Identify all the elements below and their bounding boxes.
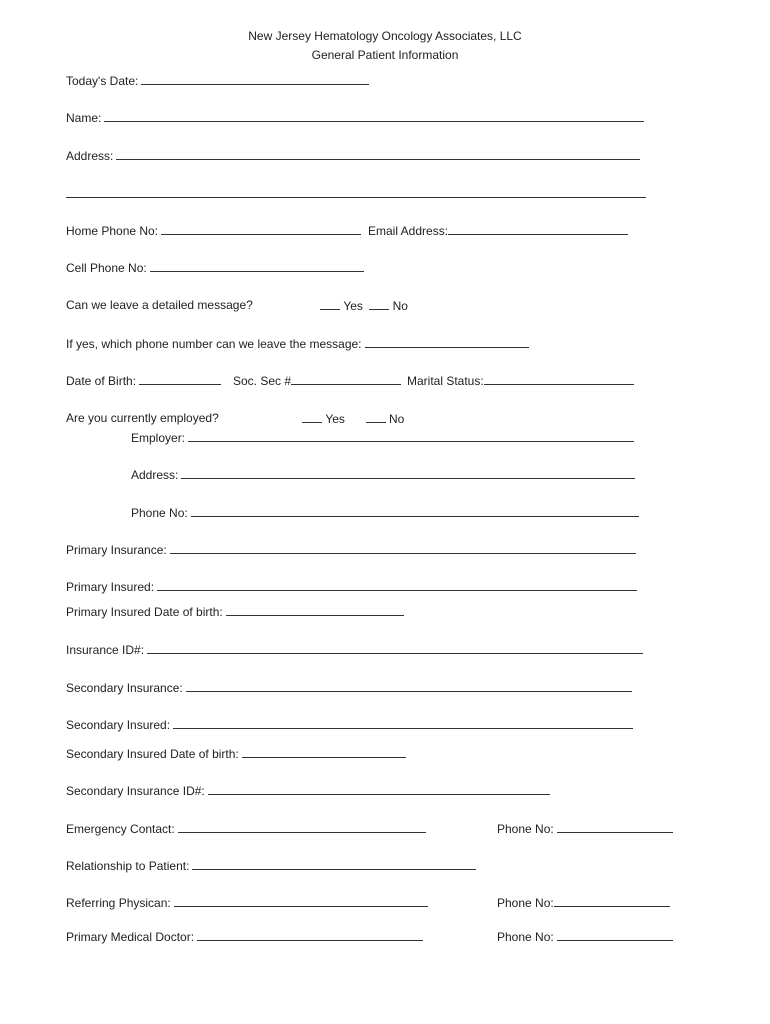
emergency-phone-label: Phone No: <box>497 822 554 836</box>
secondary-insurance-field[interactable] <box>186 679 632 692</box>
primary-doctor-row <box>66 928 423 945</box>
cell-phone-row <box>66 259 364 276</box>
detailed-message-yes-label: Yes <box>343 299 363 313</box>
address-line-2-field[interactable] <box>66 185 646 198</box>
email-field[interactable] <box>448 222 628 235</box>
primary-insurance-row <box>66 541 636 558</box>
dob-field[interactable] <box>139 372 221 385</box>
detailed-message-question: Can we leave a detailed message? <box>66 298 253 312</box>
employer-address-row <box>131 466 635 483</box>
relationship-field[interactable] <box>192 857 476 870</box>
emergency-phone-field[interactable] <box>557 820 673 833</box>
insurance-id-label: Insurance ID#: <box>66 643 145 657</box>
marital-field[interactable] <box>484 372 634 385</box>
address-row <box>66 147 640 164</box>
employer-row <box>131 429 634 446</box>
primary-insured-dob-field[interactable] <box>226 603 404 616</box>
secondary-insurance-id-row <box>66 782 550 799</box>
primary-doctor-phone-label: Phone No: <box>497 930 554 944</box>
primary-doctor-phone-field[interactable] <box>557 928 673 941</box>
referring-label: Referring Physican: <box>66 896 171 910</box>
secondary-insurance-label: Secondary Insurance: <box>66 681 183 695</box>
employer-address-label: Address: <box>131 468 179 482</box>
emergency-contact-label: Emergency Contact: <box>66 822 175 836</box>
detailed-message-no-label: No <box>392 299 408 313</box>
employed-options <box>302 410 404 427</box>
employer-label: Employer: <box>131 431 186 445</box>
ssn-label: Soc. Sec # <box>233 374 292 388</box>
secondary-insurance-id-label: Secondary Insurance ID#: <box>66 784 205 798</box>
employed-question: Are you currently employed? <box>66 411 219 425</box>
relationship-label: Relationship to Patient: <box>66 859 190 873</box>
secondary-insured-label: Secondary Insured: <box>66 718 171 732</box>
primary-insurance-label: Primary Insurance: <box>66 543 167 557</box>
cell-phone-field[interactable] <box>150 259 364 272</box>
home-phone-label: Home Phone No: <box>66 224 159 238</box>
todays-date-row <box>66 72 369 89</box>
cell-phone-label: Cell Phone No: <box>66 261 147 275</box>
employed-yes-label: Yes <box>325 412 345 426</box>
employer-phone-field[interactable] <box>191 504 639 517</box>
insurance-id-row <box>66 641 643 658</box>
primary-insured-dob-row <box>66 603 404 620</box>
secondary-insured-field[interactable] <box>173 716 633 729</box>
emergency-contact-row <box>66 820 426 837</box>
employer-field[interactable] <box>188 429 634 442</box>
email-label: Email Address: <box>368 224 449 238</box>
secondary-insurance-row <box>66 679 632 696</box>
emergency-contact-field[interactable] <box>178 820 426 833</box>
employer-phone-row <box>131 504 639 521</box>
which-phone-label: If yes, which phone number can we leave the message: <box>66 337 362 351</box>
todays-date-field[interactable] <box>141 72 369 85</box>
detailed-message-yes-field[interactable] <box>320 297 340 310</box>
email-row <box>368 222 628 239</box>
detailed-message-options <box>320 297 408 314</box>
employed-yes-field[interactable] <box>302 410 322 423</box>
primary-insured-label: Primary Insured: <box>66 580 155 594</box>
secondary-insured-row <box>66 716 633 733</box>
referring-phone-row <box>497 894 670 911</box>
insurance-id-field[interactable] <box>147 641 643 654</box>
employer-phone-label: Phone No: <box>131 506 188 520</box>
secondary-insured-dob-field[interactable] <box>242 745 406 758</box>
secondary-insured-dob-label: Secondary Insured Date of birth: <box>66 747 239 761</box>
primary-insured-dob-label: Primary Insured Date of birth: <box>66 605 223 619</box>
primary-insured-field[interactable] <box>157 578 637 591</box>
which-phone-field[interactable] <box>365 335 529 348</box>
address-field[interactable] <box>116 147 640 160</box>
referring-phone-field[interactable] <box>554 894 670 907</box>
address-line-2-row <box>66 185 646 202</box>
document-subtitle: General Patient Information <box>311 48 459 62</box>
primary-insurance-field[interactable] <box>170 541 636 554</box>
emergency-phone-row <box>497 820 673 837</box>
name-field[interactable] <box>104 109 644 122</box>
which-phone-row <box>66 335 529 352</box>
employer-address-field[interactable] <box>181 466 635 479</box>
detailed-message-no-field[interactable] <box>369 297 389 310</box>
employed-no-field[interactable] <box>366 410 386 423</box>
dob-row <box>66 372 221 389</box>
name-label: Name: <box>66 111 102 125</box>
address-label: Address: <box>66 149 114 163</box>
document-title: New Jersey Hematology Oncology Associates, LLC <box>248 29 522 43</box>
dob-label: Date of Birth: <box>66 374 137 388</box>
primary-doctor-phone-row <box>497 928 673 945</box>
ssn-field[interactable] <box>291 372 401 385</box>
employed-no-label: No <box>388 412 405 426</box>
primary-doctor-label: Primary Medical Doctor: <box>66 930 195 944</box>
primary-doctor-field[interactable] <box>197 928 423 941</box>
referring-field[interactable] <box>174 894 428 907</box>
referring-row <box>66 894 428 911</box>
referring-phone-label: Phone No: <box>497 896 554 910</box>
secondary-insurance-id-field[interactable] <box>208 782 550 795</box>
ssn-row <box>233 372 401 389</box>
marital-row <box>407 372 634 389</box>
todays-date-label: Today's Date: <box>66 74 139 88</box>
home-phone-field[interactable] <box>161 222 361 235</box>
relationship-row <box>66 857 476 874</box>
primary-insured-row <box>66 578 637 595</box>
secondary-insured-dob-row <box>66 745 406 762</box>
marital-label: Marital Status: <box>407 374 484 388</box>
name-row <box>66 109 644 126</box>
home-phone-row <box>66 222 361 239</box>
